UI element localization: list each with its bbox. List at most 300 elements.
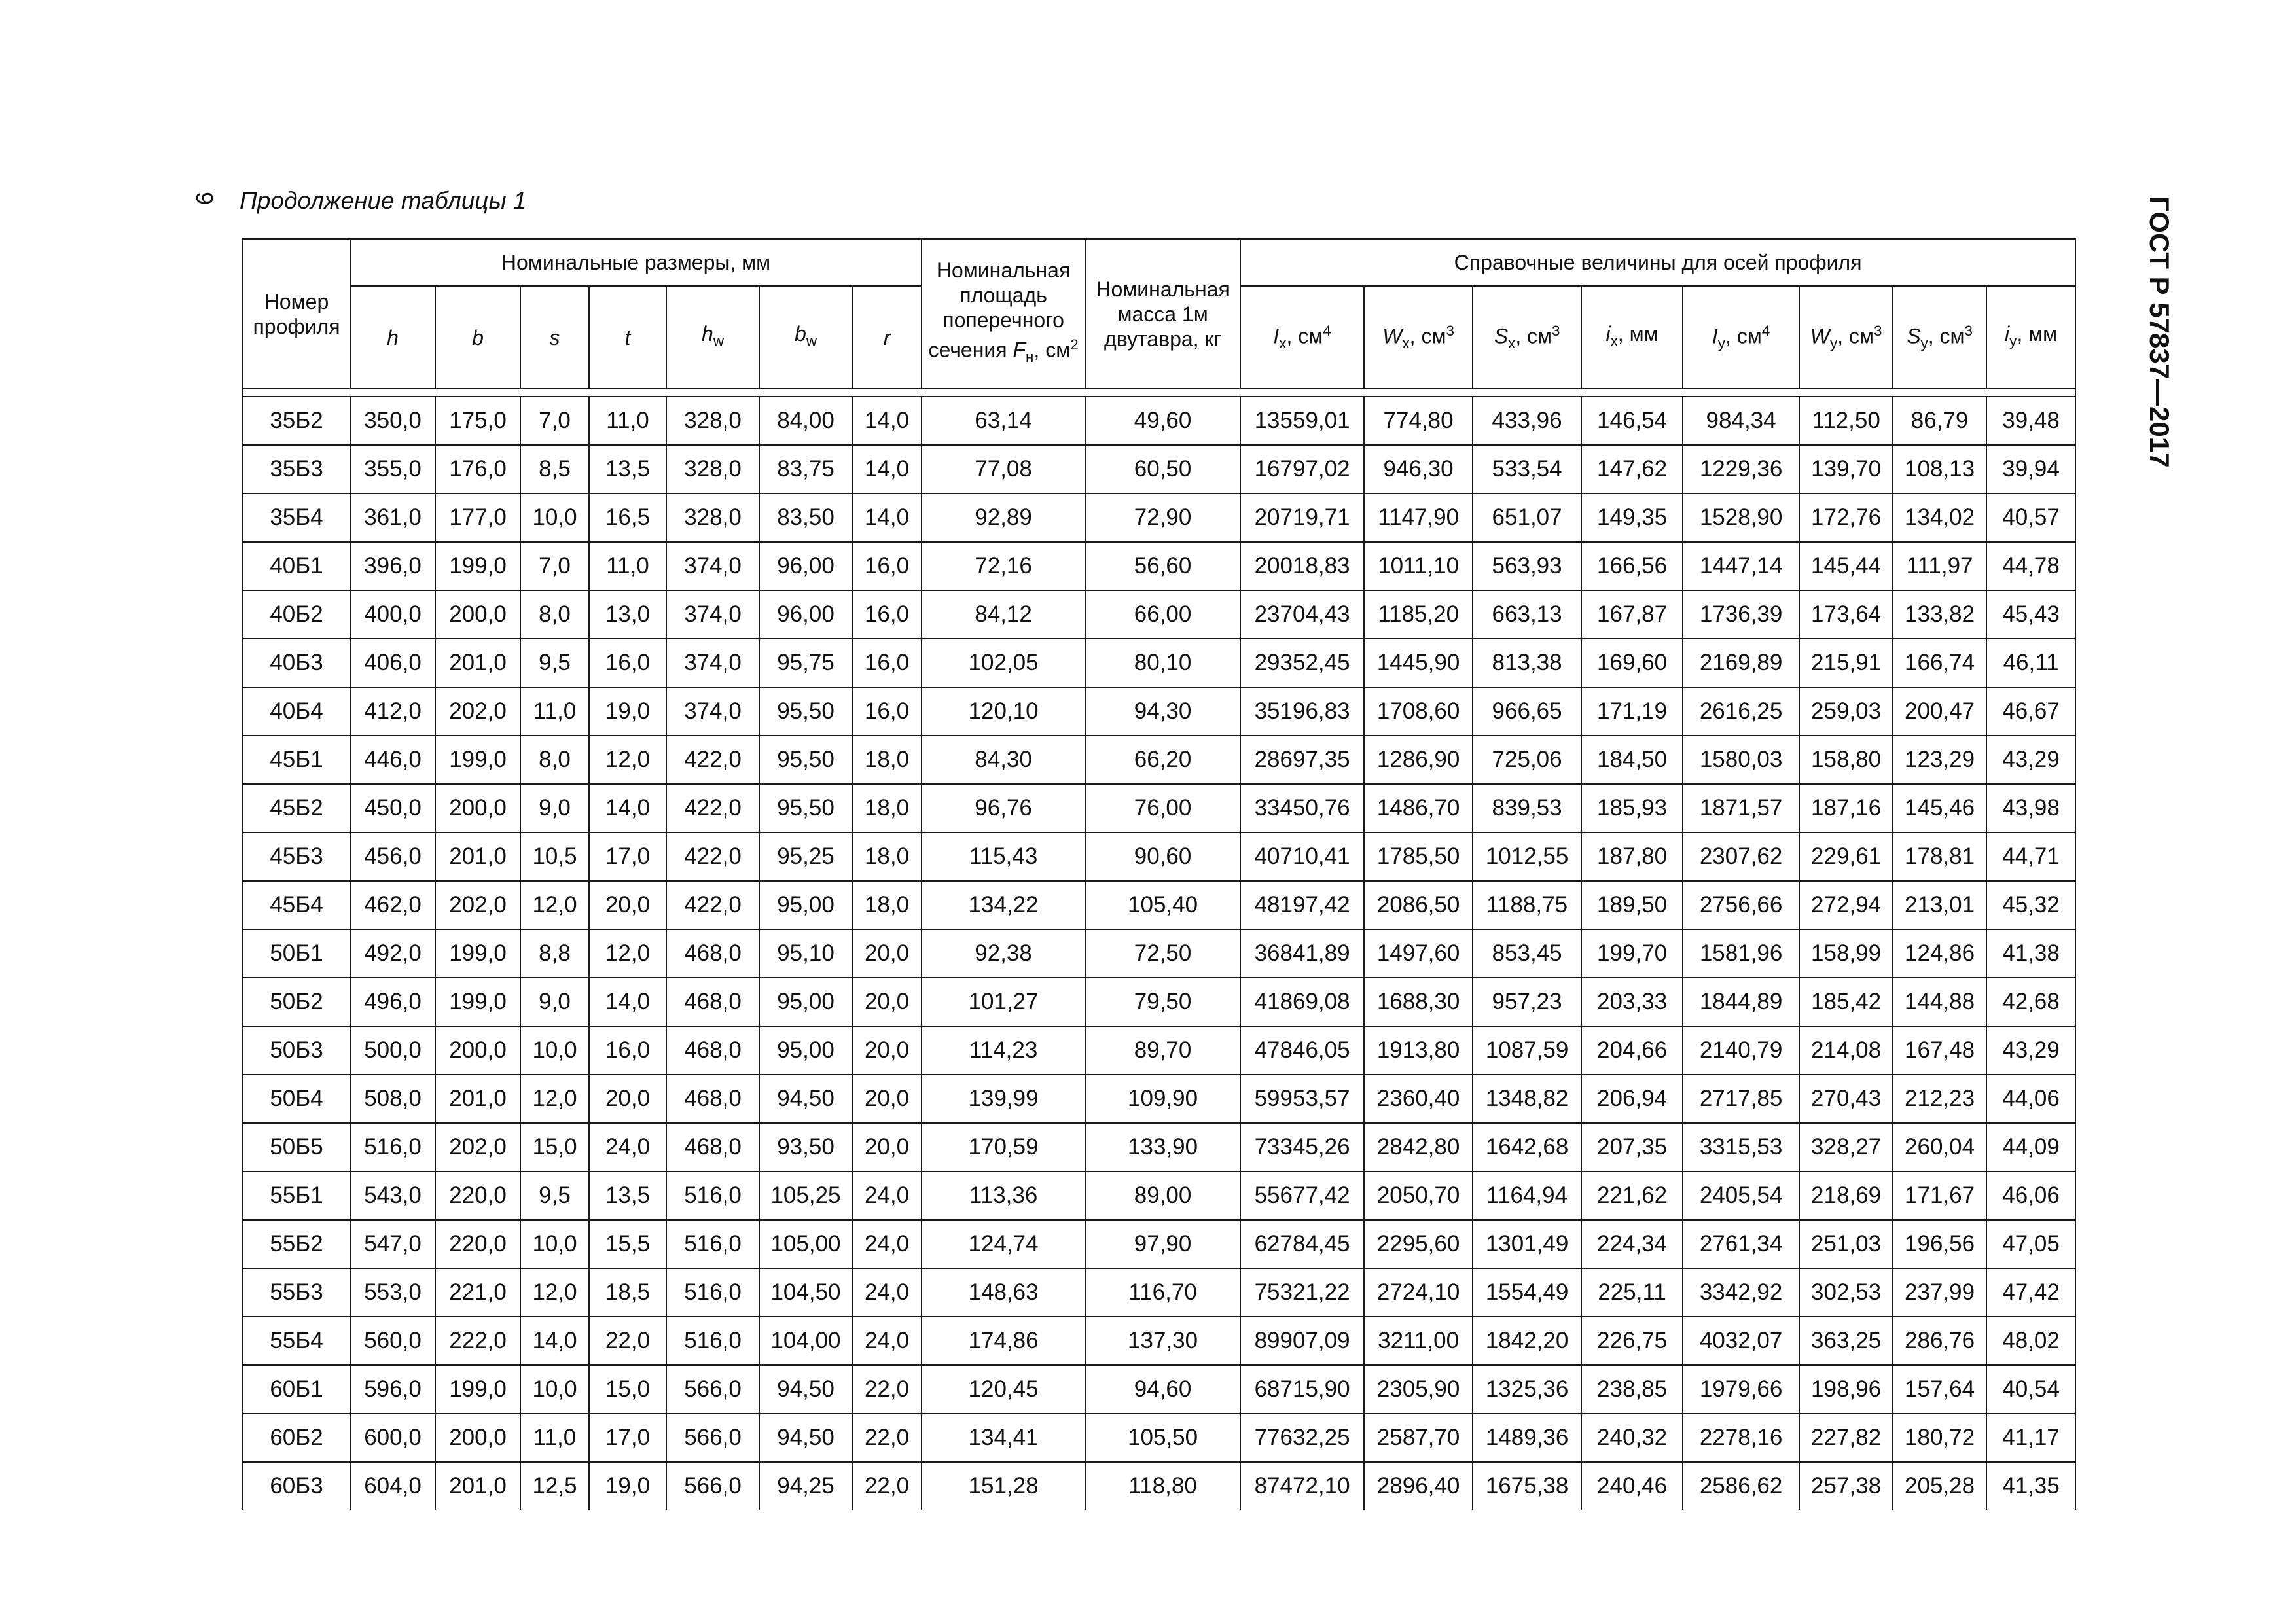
table-cell: 12,0 [520, 1075, 589, 1123]
table-cell: 171,19 [1581, 687, 1683, 736]
table-cell: 202,0 [435, 1123, 520, 1171]
header-ref-5 [1799, 286, 1893, 389]
table-cell: 184,50 [1581, 736, 1683, 784]
table-row [243, 784, 2075, 832]
table-row [243, 736, 2075, 784]
header-ref-symbol: S [1494, 324, 1509, 348]
table-cell: 2587,70 [1364, 1414, 1473, 1462]
table-cell: 462,0 [350, 881, 435, 929]
table-cell: 2050,70 [1364, 1171, 1473, 1220]
table-cell: 73345,26 [1240, 1123, 1364, 1171]
table-cell: 105,00 [759, 1220, 852, 1268]
table-cell: 187,16 [1799, 784, 1893, 832]
table-cell: 15,0 [589, 1365, 666, 1414]
header-dim-symbol: r [883, 325, 891, 349]
table-cell: 214,08 [1799, 1026, 1893, 1075]
table-cell: 200,0 [435, 784, 520, 832]
table-cell: 12,0 [589, 929, 666, 978]
table-cell: 170,59 [922, 1123, 1085, 1171]
profile-number-cell: 60Б2 [243, 1414, 350, 1462]
table-cell: 19,0 [589, 1462, 666, 1510]
table-cell: 516,0 [666, 1220, 759, 1268]
table-cell: 227,82 [1799, 1414, 1893, 1462]
table-cell: 66,00 [1085, 590, 1240, 639]
table-cell: 105,40 [1085, 881, 1240, 929]
header-ref-sub: y [1829, 335, 1838, 352]
header-nominal-dimensions: Номинальные размеры, мм [350, 239, 922, 286]
table-cell: 29352,45 [1240, 639, 1364, 687]
table-cell: 97,90 [1085, 1220, 1240, 1268]
table-cell: 229,61 [1799, 832, 1893, 881]
header-ref-sub: x [1508, 335, 1516, 352]
table-cell: 957,23 [1473, 978, 1581, 1026]
table-cell: 328,0 [666, 397, 759, 445]
table-cell: 15,0 [520, 1123, 589, 1171]
table-cell: 22,0 [589, 1317, 666, 1365]
table-cell: 83,50 [759, 493, 852, 542]
table-cell: 238,85 [1581, 1365, 1683, 1414]
table-cell: 984,34 [1683, 397, 1799, 445]
header-ref-1 [1364, 286, 1473, 389]
table-cell: 24,0 [852, 1171, 922, 1220]
table-cell: 123,29 [1893, 736, 1986, 784]
table-cell: 79,50 [1085, 978, 1240, 1026]
table-cell: 145,44 [1799, 542, 1893, 590]
table-cell: 196,56 [1893, 1220, 1986, 1268]
table-cell: 8,0 [520, 736, 589, 784]
table-cell: 62784,45 [1240, 1220, 1364, 1268]
header-ref-unit: , см [1837, 324, 1874, 348]
table-cell: 43,29 [1986, 736, 2075, 784]
table-cell: 363,25 [1799, 1317, 1893, 1365]
table-cell: 18,0 [852, 736, 922, 784]
table-cell: 44,09 [1986, 1123, 2075, 1171]
table-cell: 468,0 [666, 1026, 759, 1075]
profile-number-cell: 45Б3 [243, 832, 350, 881]
table-cell: 450,0 [350, 784, 435, 832]
table-cell: 400,0 [350, 590, 435, 639]
table-cell: 361,0 [350, 493, 435, 542]
table-cell: 213,01 [1893, 881, 1986, 929]
table-cell: 185,42 [1799, 978, 1893, 1026]
table-cell: 221,0 [435, 1268, 520, 1317]
table-cell: 853,45 [1473, 929, 1581, 978]
table-cell: 14,0 [852, 445, 922, 493]
header-ref-sub: x [1402, 335, 1410, 352]
table-cell: 202,0 [435, 687, 520, 736]
profile-table [242, 238, 2076, 1510]
table-cell: 89907,09 [1240, 1317, 1364, 1365]
table-cell: 172,76 [1799, 493, 1893, 542]
table-cell: 120,45 [922, 1365, 1085, 1414]
table-cell: 16,5 [589, 493, 666, 542]
table-cell: 118,80 [1085, 1462, 1240, 1510]
table-cell: 8,0 [520, 590, 589, 639]
table-cell: 16797,02 [1240, 445, 1364, 493]
table-cell: 406,0 [350, 639, 435, 687]
table-cell: 28697,35 [1240, 736, 1364, 784]
table-cell: 1447,14 [1683, 542, 1799, 590]
table-row [243, 1414, 2075, 1462]
table-cell: 47,05 [1986, 1220, 2075, 1268]
table-cell: 66,20 [1085, 736, 1240, 784]
table-cell: 60,50 [1085, 445, 1240, 493]
table-cell: 95,75 [759, 639, 852, 687]
table-cell: 1979,66 [1683, 1365, 1799, 1414]
header-dim-5 [759, 286, 852, 389]
table-cell: 116,70 [1085, 1268, 1240, 1317]
table-cell: 95,00 [759, 978, 852, 1026]
header-area-sub: н [1026, 349, 1034, 366]
header-area [922, 239, 1085, 389]
table-cell: 2278,16 [1683, 1414, 1799, 1462]
table-cell: 374,0 [666, 590, 759, 639]
table-cell: 2717,85 [1683, 1075, 1799, 1123]
table-cell: 374,0 [666, 639, 759, 687]
table-cell: 46,67 [1986, 687, 2075, 736]
table-cell: 17,0 [589, 1414, 666, 1462]
table-cell: 566,0 [666, 1462, 759, 1510]
table-cell: 204,66 [1581, 1026, 1683, 1075]
table-cell: 355,0 [350, 445, 435, 493]
table-cell: 114,23 [922, 1026, 1085, 1075]
table-cell: 95,50 [759, 687, 852, 736]
table-cell: 7,0 [520, 542, 589, 590]
profile-number-cell: 40Б4 [243, 687, 350, 736]
table-caption: Продолжение таблицы 1 [240, 187, 527, 214]
table-cell: 1913,80 [1364, 1026, 1473, 1075]
table-cell: 134,22 [922, 881, 1085, 929]
table-cell: 105,25 [759, 1171, 852, 1220]
table-cell: 151,28 [922, 1462, 1085, 1510]
table-row [243, 1026, 2075, 1075]
table-cell: 13,5 [589, 1171, 666, 1220]
header-area-symbol: F [1013, 338, 1026, 362]
table-cell: 9,0 [520, 978, 589, 1026]
table-row [243, 1075, 2075, 1123]
table-cell: 24,0 [852, 1317, 922, 1365]
table-cell: 468,0 [666, 929, 759, 978]
table-cell: 1581,96 [1683, 929, 1799, 978]
table-cell: 148,63 [922, 1268, 1085, 1317]
table-cell: 2305,90 [1364, 1365, 1473, 1414]
header-ref-symbol: i [2005, 321, 2010, 346]
table-cell: 42,68 [1986, 978, 2075, 1026]
header-ref-symbol: I [1712, 324, 1718, 348]
table-cell: 20018,83 [1240, 542, 1364, 590]
profile-number-cell: 50Б2 [243, 978, 350, 1026]
header-area-sup: 2 [1070, 336, 1079, 353]
header-dim-sub: w [713, 332, 724, 349]
table-cell: 198,96 [1799, 1365, 1893, 1414]
table-cell: 147,62 [1581, 445, 1683, 493]
table-cell: 456,0 [350, 832, 435, 881]
table-cell: 396,0 [350, 542, 435, 590]
header-dim-symbol: b [795, 321, 806, 346]
header-dim-symbol: b [472, 325, 484, 349]
header-ref-sup: 4 [1761, 322, 1770, 339]
table-cell: 201,0 [435, 1075, 520, 1123]
table-cell: 596,0 [350, 1365, 435, 1414]
table-cell: 20,0 [852, 929, 922, 978]
table-cell: 270,43 [1799, 1075, 1893, 1123]
table-cell: 14,0 [520, 1317, 589, 1365]
table-cell: 94,60 [1085, 1365, 1240, 1414]
table-cell: 94,30 [1085, 687, 1240, 736]
profile-number-cell: 55Б1 [243, 1171, 350, 1220]
table-cell: 1087,59 [1473, 1026, 1581, 1075]
table-cell: 13,0 [589, 590, 666, 639]
table-cell: 1325,36 [1473, 1365, 1581, 1414]
table-cell: 105,50 [1085, 1414, 1240, 1462]
table-cell: 328,0 [666, 445, 759, 493]
table-cell: 158,99 [1799, 929, 1893, 978]
table-cell: 2169,89 [1683, 639, 1799, 687]
table-cell: 33450,76 [1240, 784, 1364, 832]
table-cell: 167,48 [1893, 1026, 1986, 1075]
table-cell: 199,0 [435, 736, 520, 784]
header-ref-symbol: W [1810, 324, 1830, 348]
table-cell: 2586,62 [1683, 1462, 1799, 1510]
table-cell: 84,00 [759, 397, 852, 445]
table-cell: 14,0 [852, 493, 922, 542]
profile-number-cell: 35Б2 [243, 397, 350, 445]
table-cell: 2616,25 [1683, 687, 1799, 736]
table-cell: 40,57 [1986, 493, 2075, 542]
table-cell: 1736,39 [1683, 590, 1799, 639]
table-cell: 946,30 [1364, 445, 1473, 493]
table-row [243, 881, 2075, 929]
table-row [243, 1268, 2075, 1317]
table-cell: 1185,20 [1364, 590, 1473, 639]
header-reference-values: Справочные величины для осей профиля [1240, 239, 2075, 286]
table-cell: 144,88 [1893, 978, 1986, 1026]
table-cell: 102,05 [922, 639, 1085, 687]
table-cell: 171,67 [1893, 1171, 1986, 1220]
header-ref-unit: , см [1725, 324, 1762, 348]
table-cell: 200,0 [435, 1414, 520, 1462]
table-cell: 48,02 [1986, 1317, 2075, 1365]
table-header [243, 239, 2075, 397]
table-cell: 468,0 [666, 1075, 759, 1123]
profile-number-cell: 40Б1 [243, 542, 350, 590]
table-cell: 174,86 [922, 1317, 1085, 1365]
profile-number-cell: 60Б1 [243, 1365, 350, 1414]
table-cell: 95,25 [759, 832, 852, 881]
table-cell: 139,70 [1799, 445, 1893, 493]
table-cell: 86,79 [1893, 397, 1986, 445]
table-cell: 16,0 [852, 687, 922, 736]
table-cell: 10,0 [520, 493, 589, 542]
table-cell: 422,0 [666, 784, 759, 832]
table-cell: 516,0 [666, 1317, 759, 1365]
table-cell: 124,74 [922, 1220, 1085, 1268]
profile-number-cell: 50Б5 [243, 1123, 350, 1171]
table-cell: 22,0 [852, 1462, 922, 1510]
table-cell: 72,50 [1085, 929, 1240, 978]
table-cell: 149,35 [1581, 493, 1683, 542]
table-cell: 187,80 [1581, 832, 1683, 881]
table-cell: 80,10 [1085, 639, 1240, 687]
table-cell: 468,0 [666, 1123, 759, 1171]
table-cell: 41,17 [1986, 1414, 2075, 1462]
table-cell: 553,0 [350, 1268, 435, 1317]
table-cell: 41,35 [1986, 1462, 2075, 1510]
table-cell: 14,0 [589, 784, 666, 832]
table-cell: 95,50 [759, 784, 852, 832]
table-cell: 45,32 [1986, 881, 2075, 929]
table-cell: 199,0 [435, 542, 520, 590]
table-cell: 10,5 [520, 832, 589, 881]
table-cell: 96,76 [922, 784, 1085, 832]
table-cell: 14,0 [589, 978, 666, 1026]
table-cell: 89,00 [1085, 1171, 1240, 1220]
table-row [243, 832, 2075, 881]
table-cell: 533,54 [1473, 445, 1581, 493]
table-cell: 39,94 [1986, 445, 2075, 493]
table-cell: 218,69 [1799, 1171, 1893, 1220]
table-cell: 12,0 [589, 736, 666, 784]
table-row [243, 445, 2075, 493]
table-cell: 1486,70 [1364, 784, 1473, 832]
table-cell: 24,0 [589, 1123, 666, 1171]
table-cell: 18,0 [852, 784, 922, 832]
table-cell: 259,03 [1799, 687, 1893, 736]
table-cell: 133,82 [1893, 590, 1986, 639]
table-cell: 566,0 [666, 1365, 759, 1414]
table-cell: 104,50 [759, 1268, 852, 1317]
table-cell: 24,0 [852, 1268, 922, 1317]
table-cell: 20719,71 [1240, 493, 1364, 542]
table-cell: 84,30 [922, 736, 1085, 784]
table-cell: 220,0 [435, 1171, 520, 1220]
table-cell: 23704,43 [1240, 590, 1364, 639]
table-cell: 1688,30 [1364, 978, 1473, 1026]
table-cell: 59953,57 [1240, 1075, 1364, 1123]
table-cell: 15,5 [589, 1220, 666, 1268]
table-cell: 16,0 [852, 639, 922, 687]
table-cell: 1164,94 [1473, 1171, 1581, 1220]
header-dim-3 [589, 286, 666, 389]
table-cell: 47,42 [1986, 1268, 2075, 1317]
table-cell: 40,54 [1986, 1365, 2075, 1414]
table-cell: 108,13 [1893, 445, 1986, 493]
table-cell: 203,33 [1581, 978, 1683, 1026]
table-cell: 205,28 [1893, 1462, 1986, 1510]
header-ref-symbol: I [1273, 324, 1280, 348]
table-cell: 663,13 [1473, 590, 1581, 639]
header-dim-4 [666, 286, 759, 389]
table-cell: 433,96 [1473, 397, 1581, 445]
table-cell: 120,10 [922, 687, 1085, 736]
table-cell: 137,30 [1085, 1317, 1240, 1365]
header-ref-sub: y [1920, 335, 1928, 352]
table-cell: 1229,36 [1683, 445, 1799, 493]
table-cell: 1011,10 [1364, 542, 1473, 590]
table-cell: 46,11 [1986, 639, 2075, 687]
header-ref-sub: y [2009, 332, 2017, 349]
table-cell: 104,00 [759, 1317, 852, 1365]
table-cell: 328,27 [1799, 1123, 1893, 1171]
table-cell: 563,93 [1473, 542, 1581, 590]
table-cell: 3211,00 [1364, 1317, 1473, 1365]
table-cell: 543,0 [350, 1171, 435, 1220]
table-cell: 2086,50 [1364, 881, 1473, 929]
table-cell: 422,0 [666, 736, 759, 784]
table-cell: 90,60 [1085, 832, 1240, 881]
table-cell: 87472,10 [1240, 1462, 1364, 1510]
table-cell: 813,38 [1473, 639, 1581, 687]
table-cell: 169,60 [1581, 639, 1683, 687]
profile-number-cell: 40Б2 [243, 590, 350, 639]
table-cell: 1445,90 [1364, 639, 1473, 687]
header-area-unit: , см [1033, 338, 1071, 362]
table-cell: 446,0 [350, 736, 435, 784]
table-cell: 492,0 [350, 929, 435, 978]
table-cell: 201,0 [435, 1462, 520, 1510]
table-cell: 56,60 [1085, 542, 1240, 590]
table-cell: 92,89 [922, 493, 1085, 542]
table-cell: 240,32 [1581, 1414, 1683, 1462]
table-cell: 9,0 [520, 784, 589, 832]
header-ref-4 [1683, 286, 1799, 389]
table-cell: 41869,08 [1240, 978, 1364, 1026]
table-cell: 14,0 [852, 397, 922, 445]
table-cell: 199,0 [435, 929, 520, 978]
table-cell: 43,98 [1986, 784, 2075, 832]
table-row [243, 1462, 2075, 1510]
table-cell: 201,0 [435, 639, 520, 687]
table-row [243, 687, 2075, 736]
header-ref-unit: , см [1928, 324, 1965, 348]
header-dim-symbol: h [387, 325, 399, 349]
table-cell: 109,90 [1085, 1075, 1240, 1123]
table-cell: 4032,07 [1683, 1317, 1799, 1365]
table-cell: 374,0 [666, 687, 759, 736]
table-cell: 176,0 [435, 445, 520, 493]
header-ref-unit: , мм [1617, 321, 1659, 346]
table-cell: 17,0 [589, 832, 666, 881]
table-cell: 3342,92 [1683, 1268, 1799, 1317]
table-cell: 35196,83 [1240, 687, 1364, 736]
table-cell: 89,70 [1085, 1026, 1240, 1075]
table-cell: 180,72 [1893, 1414, 1986, 1462]
table-cell: 222,0 [435, 1317, 520, 1365]
profile-number-cell: 45Б1 [243, 736, 350, 784]
table-cell: 422,0 [666, 881, 759, 929]
table-cell: 46,06 [1986, 1171, 2075, 1220]
table-cell: 260,04 [1893, 1123, 1986, 1171]
header-dim-symbol: s [549, 325, 560, 349]
table-cell: 496,0 [350, 978, 435, 1026]
table-cell: 1348,82 [1473, 1075, 1581, 1123]
table-cell: 68715,90 [1240, 1365, 1364, 1414]
table-cell: 175,0 [435, 397, 520, 445]
table-cell: 200,0 [435, 590, 520, 639]
table-cell: 83,75 [759, 445, 852, 493]
table-cell: 11,0 [589, 542, 666, 590]
header-mass: Номинальная масса 1м двутавра, кг [1085, 239, 1240, 389]
table-cell: 10,0 [520, 1026, 589, 1075]
table-cell: 2307,62 [1683, 832, 1799, 881]
table-cell: 1708,60 [1364, 687, 1473, 736]
header-ref-sup: 3 [1964, 322, 1973, 339]
table-cell: 604,0 [350, 1462, 435, 1510]
table-cell: 1301,49 [1473, 1220, 1581, 1268]
table-cell: 272,94 [1799, 881, 1893, 929]
table-cell: 77,08 [922, 445, 1085, 493]
table-cell: 13559,01 [1240, 397, 1364, 445]
